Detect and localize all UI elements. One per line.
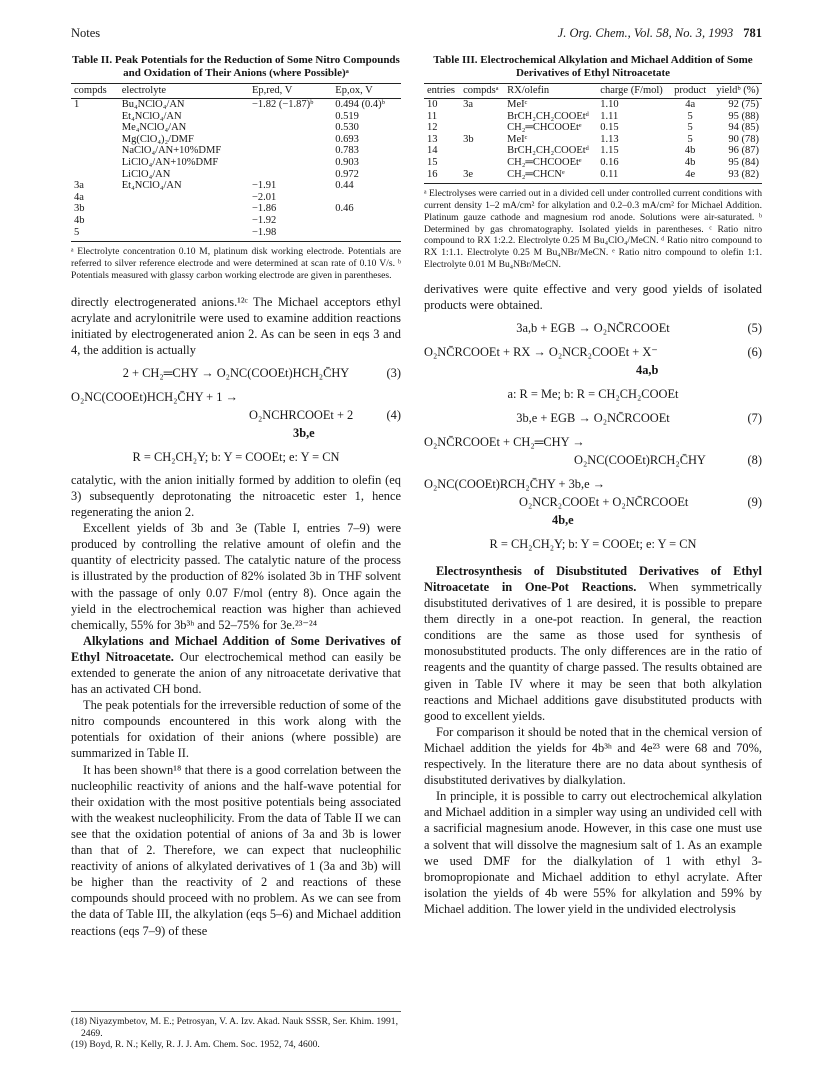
equation-text: O₂NC(COOEt)HCH₂C̄HY + 1 → <box>71 389 238 404</box>
paragraph <box>71 633 401 697</box>
table-cell: 16 <box>427 168 438 180</box>
table-row <box>424 111 762 123</box>
table-cell <box>249 145 332 157</box>
section-label: Notes <box>71 26 101 40</box>
table-cell: 95 (84) <box>728 156 759 168</box>
table-cell <box>71 111 119 123</box>
column-header: compds <box>74 85 107 96</box>
table2-footnote: ᵃ Electrolyte concentration 0.10 M, platinum disk working electrode. Potentials are referred to silver reference electrode and were determined at scan rate of 0.10 V/s. ᵇ Potentials measured with glassy carbon working electrode are given in parentheses. <box>71 246 401 281</box>
table-cell: 3b <box>74 203 85 215</box>
table-cell <box>332 215 401 227</box>
table-cell <box>332 192 401 204</box>
a-definition: a: R = Me; b: R = CH₂CH₂COOEt <box>507 386 679 401</box>
reference-item: (19) Boyd, R. N.; Kelly, R. J. J. Am. Chem. Soc. 1952, 74, 4600. <box>71 1039 320 1051</box>
table-cell: BrCH₂CH₂COOEtᵈ <box>507 145 589 157</box>
equation-6-label: 4a,b <box>636 362 659 377</box>
table-cell <box>119 192 249 204</box>
table-cell: CH₂═CHCNᵉ <box>507 168 565 180</box>
table-row <box>424 169 762 184</box>
table-cell: 3a <box>463 99 473 110</box>
table-cell: 15 <box>427 156 438 168</box>
equation-8: O₂NC̄RCOOEt + CH₂═CHY → <box>424 434 585 449</box>
equation-4-label: 3b,e <box>293 425 315 440</box>
table-row <box>71 169 401 181</box>
table-cell: 12 <box>427 122 438 134</box>
table-row <box>71 227 401 242</box>
table-cell: −2.01 <box>251 191 277 203</box>
table-cell: 1 <box>74 99 80 110</box>
table-cell <box>119 203 249 215</box>
table-cell: 5 <box>687 122 693 134</box>
table-cell: −1.98 <box>251 226 277 238</box>
table-cell <box>332 227 401 242</box>
column-header: Ep,ox, V <box>335 85 373 96</box>
table-cell <box>249 157 332 169</box>
table-row <box>71 180 401 192</box>
table-cell: 0.693 <box>335 133 359 145</box>
equation-number: (6) <box>747 344 762 359</box>
section-heading: Alkylations and Michael Addition of Some Derivatives of Ethyl Nitroacetate. <box>71 633 401 664</box>
table-cell <box>460 122 504 134</box>
table-cell <box>71 122 119 134</box>
equation-text: 3a,b + EGB → O₂NC̄RCOOEt <box>516 320 670 335</box>
table3-footnote: ᵃ Electrolyses were carried out in a divided cell under controlled current conditions with current density 1–2 mA/cm² for alkylation and 0.2–0.3 mA/cm² for Michael Addition. Platinum gauze cathode and magnesium rod anode. Solutions were air-saturated. ᵇ Determined by gas chromatography. Isolated yields in parentheses. ᶜ Ratio nitro compound to RX 1:2.2. Electrolyte 0.25 M Bu₄ClO₄/MeCN. ᵈ Ratio nitro compound to RX 1:1.1. Electrolyte 0.25 M Bu₄NBr/MeCN. ᵉ Ratio nitro compound to olefin 1:1. Electrolyte 0.01 M Bu₄NBr/MeCN. <box>424 188 762 270</box>
table-cell: 1.11 <box>600 110 619 122</box>
table-cell: 0.11 <box>600 168 619 180</box>
table-cell: 0.903 <box>335 156 359 168</box>
table-cell: Me₄NClO₄/AN <box>121 122 187 134</box>
table-cell: 4e <box>685 168 696 180</box>
table-cell <box>249 169 332 181</box>
equation-number: (9) <box>747 494 762 509</box>
equation-4-line2 <box>71 406 401 424</box>
references <box>71 1011 401 1051</box>
table-cell <box>71 145 119 157</box>
table-cell: 3e <box>463 168 473 180</box>
table-cell <box>460 111 504 123</box>
table-cell: 1.13 <box>600 133 619 145</box>
table-cell: 93 (82) <box>728 168 759 180</box>
table-cell: 0.519 <box>335 110 359 122</box>
table-cell: BrCH₂CH₂COOEtᵈ <box>507 110 589 122</box>
table-row <box>71 111 401 123</box>
equation-number: (8) <box>747 452 762 467</box>
table-cell: Bu₄NClO₄/AN <box>121 99 185 110</box>
column-header: compdsᵃ <box>463 85 499 96</box>
column-header: yieldᵇ (%) <box>716 85 759 96</box>
paragraph: Excellent yields of 3b and 3e (Table I, entries 7–9) were produced by controlling the relative amount of olefin and the quantity of electricity passed. The catalytic nature of the process is illustrated by the production of 82% isolated 3b in THF solvent with the passage of only 0.07 F/mol (entry 8). Once again the yield in the electrochemical reaction was higher than achieved chemically, 55% for 3b³ʰ and 52–75% for 3e.²³⁻²⁴ <box>71 521 401 632</box>
table2 <box>71 83 401 242</box>
table-cell: NaClO₄/AN+10%DMF <box>121 145 222 157</box>
table-cell: −1.82 (−1.87)ᵇ <box>251 99 314 110</box>
left-column <box>71 52 401 939</box>
equation-9: O₂NC(COOEt)RCH₂C̄HY + 3b,e → <box>424 476 606 491</box>
paragraph-text: Our electrochemical method can easily be extended to generate the anion of any nitroacetate derivative that has an activated CH bond. <box>71 649 401 697</box>
paragraph: The peak potentials for the irreversible reduction of some of the nitro compounds encountered in this work along with the potentials for oxidation of their anions (where possible) are summarized in Table II. <box>71 698 401 761</box>
table-cell: 92 (75) <box>728 99 759 110</box>
paragraph: For comparison it should be noted that in the chemical version of Michael addition the yields for 4b³ʰ and 4e²³ were 68 and 70%, respectively. In the literature there are no data about synthesis of disubstituted derivatives by dialkylation. <box>424 724 762 788</box>
table-cell: −1.86 <box>251 203 277 215</box>
table-cell: Mg(ClO₄)₂/DMF <box>121 133 194 145</box>
table-cell: CH₂═CHCOOEtᵉ <box>507 156 582 168</box>
table-cell: 4a <box>74 191 84 203</box>
table-row <box>71 192 401 204</box>
equation-text: O₂NC̄RCOOEt + RX → O₂NCR₂COOEt + X⁻ <box>424 344 658 359</box>
table-cell: 4b <box>684 145 696 157</box>
table-cell: 0.44 <box>335 180 354 192</box>
table-cell: 3b <box>463 133 474 145</box>
table-cell: 11 <box>427 110 438 122</box>
paragraph <box>424 563 762 724</box>
equation-4 <box>71 388 401 406</box>
equation-text: 3b,e + EGB → O₂NC̄RCOOEt <box>516 410 670 425</box>
table-cell: 5 <box>687 133 693 145</box>
table-row <box>71 122 401 134</box>
table-row <box>424 145 762 157</box>
equation-8-line2 <box>424 451 762 469</box>
table-row <box>71 215 401 227</box>
table-cell: 4a <box>685 99 696 110</box>
table-row <box>71 145 401 157</box>
table-cell: 0.530 <box>335 122 359 134</box>
table-row <box>71 157 401 169</box>
column-header: RX/olefin <box>507 85 550 96</box>
table-cell: LiClO₄/AN+10%DMF <box>121 156 219 168</box>
table-cell: LiClO₄/AN <box>121 168 171 180</box>
table-cell: 1.10 <box>600 99 619 110</box>
table-cell: 0.783 <box>335 145 359 157</box>
equation-text: O₂NCR₂COOEt + O₂NC̄RCOOEt <box>519 494 689 509</box>
section-heading: Electrosynthesis of Disubstituted Derivatives of Ethyl Nitroacetate in One-Pot Reactions. <box>424 563 762 595</box>
paragraph-text: When symmetrically disubstituted derivatives of 1 are desired, it is possible to prepare them directly in a one-pot reaction. In general, the reaction conditions are the same as those used for synthesis of monosubstituted products. The only differences are in the ratio of reagents and the quantity of charge passed. The results obtained are given in Table IV where it may be seen that both alkylation reactions and Michael additions gave disubstituted products with good to excellent yields. <box>424 580 762 723</box>
table2-caption: Table II. Peak Potentials for the Reduction of Some Nitro Compounds and Oxidation of Their Anions (where Possible)ᵃ <box>72 54 400 79</box>
table-row <box>424 157 762 169</box>
table-cell: 94 (85) <box>728 122 759 134</box>
table-cell: 0.15 <box>600 122 619 134</box>
right-column <box>424 52 762 917</box>
paragraph: In principle, it is possible to carry out electrochemical alkylation and Michael addition in a simpler way using an undivided cell with a sacrificial magnesium anode. However, in this case one must use a solvent that will dissolve the magnesium salt of 1. As an example we used DMF for the dialkylation of 1 with ethyl 3-bromopropionate and Michael addition to ethyl acrylate. After isolation the yields of 4b were 55% for alkylation and 59% by Michael addition. The lower yield in the undivided electrolysis <box>424 789 762 916</box>
table-cell: −1.92 <box>251 214 277 226</box>
table-cell <box>460 145 504 157</box>
table-cell: 1.15 <box>600 145 619 157</box>
table-row <box>424 99 762 111</box>
table-cell: MeIᶜ <box>507 133 528 145</box>
page-header <box>71 26 762 42</box>
table-cell: −1.91 <box>251 180 277 192</box>
table-cell: 95 (88) <box>728 110 759 122</box>
paragraph: catalytic, with the anion initially formed by addition to olefin (eq 3) subsequently deprotonating the nitroacetic ester 1, hence regenerating the anion 2. <box>71 472 401 520</box>
table-cell <box>71 169 119 181</box>
paragraph: derivatives were quite effective and very good yields of isolated products were obtained. <box>424 281 762 312</box>
equation-number: (3) <box>386 365 401 380</box>
table-row <box>424 122 762 134</box>
table-cell <box>119 227 249 242</box>
equation-7 <box>424 409 762 427</box>
column-header: product <box>674 85 707 96</box>
column-header: Ep,red, V <box>251 85 293 96</box>
equation-5 <box>424 319 762 337</box>
equation-text: O₂NCHRCOOEt + 2 <box>249 407 354 422</box>
table-cell <box>71 157 119 169</box>
table-cell <box>249 111 332 123</box>
table-cell: 4b <box>684 156 696 168</box>
equation-number: (4) <box>386 407 401 422</box>
table-cell: 3a <box>74 180 84 192</box>
table-cell: 0.16 <box>600 156 619 168</box>
table-cell: 96 (87) <box>728 145 759 157</box>
equation-text: 2 + CH₂═CHY → O₂NC(COOEt)HCH₂C̄HY <box>122 365 350 380</box>
equation-9-line2 <box>424 493 762 511</box>
table-cell: Et₄NClO₄/AN <box>121 180 182 192</box>
table-cell: 13 <box>427 133 438 145</box>
table-row <box>71 203 401 215</box>
table3-caption: Table III. Electrochemical Alkylation and Michael Addition of Some Derivatives of Ethyl Nitroacetate <box>433 54 753 79</box>
reference-item: (18) Niyazymbetov, M. E.; Petrosyan, V. A. Izv. Akad. Nauk SSSR, Ser. Khim. 1991, 2469. <box>71 1016 398 1039</box>
table-cell: 4b <box>74 214 85 226</box>
table-cell: Et₄NClO₄/AN <box>121 110 182 122</box>
table-cell: 14 <box>427 145 438 157</box>
table-cell: 90 (78) <box>728 133 759 145</box>
table-row <box>424 134 762 146</box>
equation-6 <box>424 343 762 361</box>
paragraph: It has been shown¹⁸ that there is a good correlation between the nucleophilic reactivity of anions and the half-wave potential for their oxidation with the most positive potentials being associated with the weakest nucleophilicity. From the data of Table II we can see that the oxidation potential of anions of 3a and 3b is lower than that of 2. Therefore, we can expect that nucleophilic reactivity of anions of alkylated derivatives of 1 (3a and 3b) will be higher than the reactivity of 2 and reactions of these compounds should proceed with no problem. As we can see from the data of Table III, the alkylation (eqs 5–6) and Michael addition reactions (eqs 7–9) of these <box>71 762 401 938</box>
table-cell: 5 <box>687 110 693 122</box>
table-cell: 10 <box>427 99 438 110</box>
column-header: charge (F/mol) <box>600 85 663 96</box>
table-cell <box>249 122 332 134</box>
table-cell: 0.494 (0.4)ᵇ <box>335 99 385 110</box>
r-definition: R = CH₂CH₂Y; b: Y = COOEt; e: Y = CN <box>489 536 697 551</box>
r-definition: R = CH₂CH₂Y; b: Y = COOEt; e: Y = CN <box>132 449 340 464</box>
journal-citation: J. Org. Chem., Vol. 58, No. 3, 1993 <box>557 26 734 40</box>
table-cell: 5 <box>74 226 80 238</box>
column-header: electrolyte <box>121 85 167 96</box>
table-cell: 0.972 <box>335 168 359 180</box>
equation-number: (5) <box>747 320 762 335</box>
table3 <box>424 83 762 184</box>
table-cell: MeIᶜ <box>507 99 528 110</box>
table-cell <box>460 157 504 169</box>
table-row <box>71 134 401 146</box>
column-header: entries <box>427 85 455 96</box>
page-number: 781 <box>743 26 762 40</box>
table-cell: 0.46 <box>335 203 354 215</box>
table-cell: CH₂═CHCOOEtᵉ <box>507 122 582 134</box>
paragraph: directly electrogenerated anions.¹²ᶜ The Michael acceptors ethyl acrylate and acrylonitrile were used to examine addition reactions initiated by electrogenerated anion 2. As can be seen in eqs 3 and 4, the addition is actually <box>71 294 401 357</box>
table-cell <box>71 134 119 146</box>
equation-text: O₂NC(COOEt)RCH₂C̄HY <box>574 452 706 467</box>
equation-3 <box>71 364 401 382</box>
table-cell <box>249 134 332 146</box>
equation-9-label: 4b,e <box>552 512 574 527</box>
table-cell <box>119 215 249 227</box>
table-row <box>71 99 401 111</box>
equation-number: (7) <box>747 410 762 425</box>
